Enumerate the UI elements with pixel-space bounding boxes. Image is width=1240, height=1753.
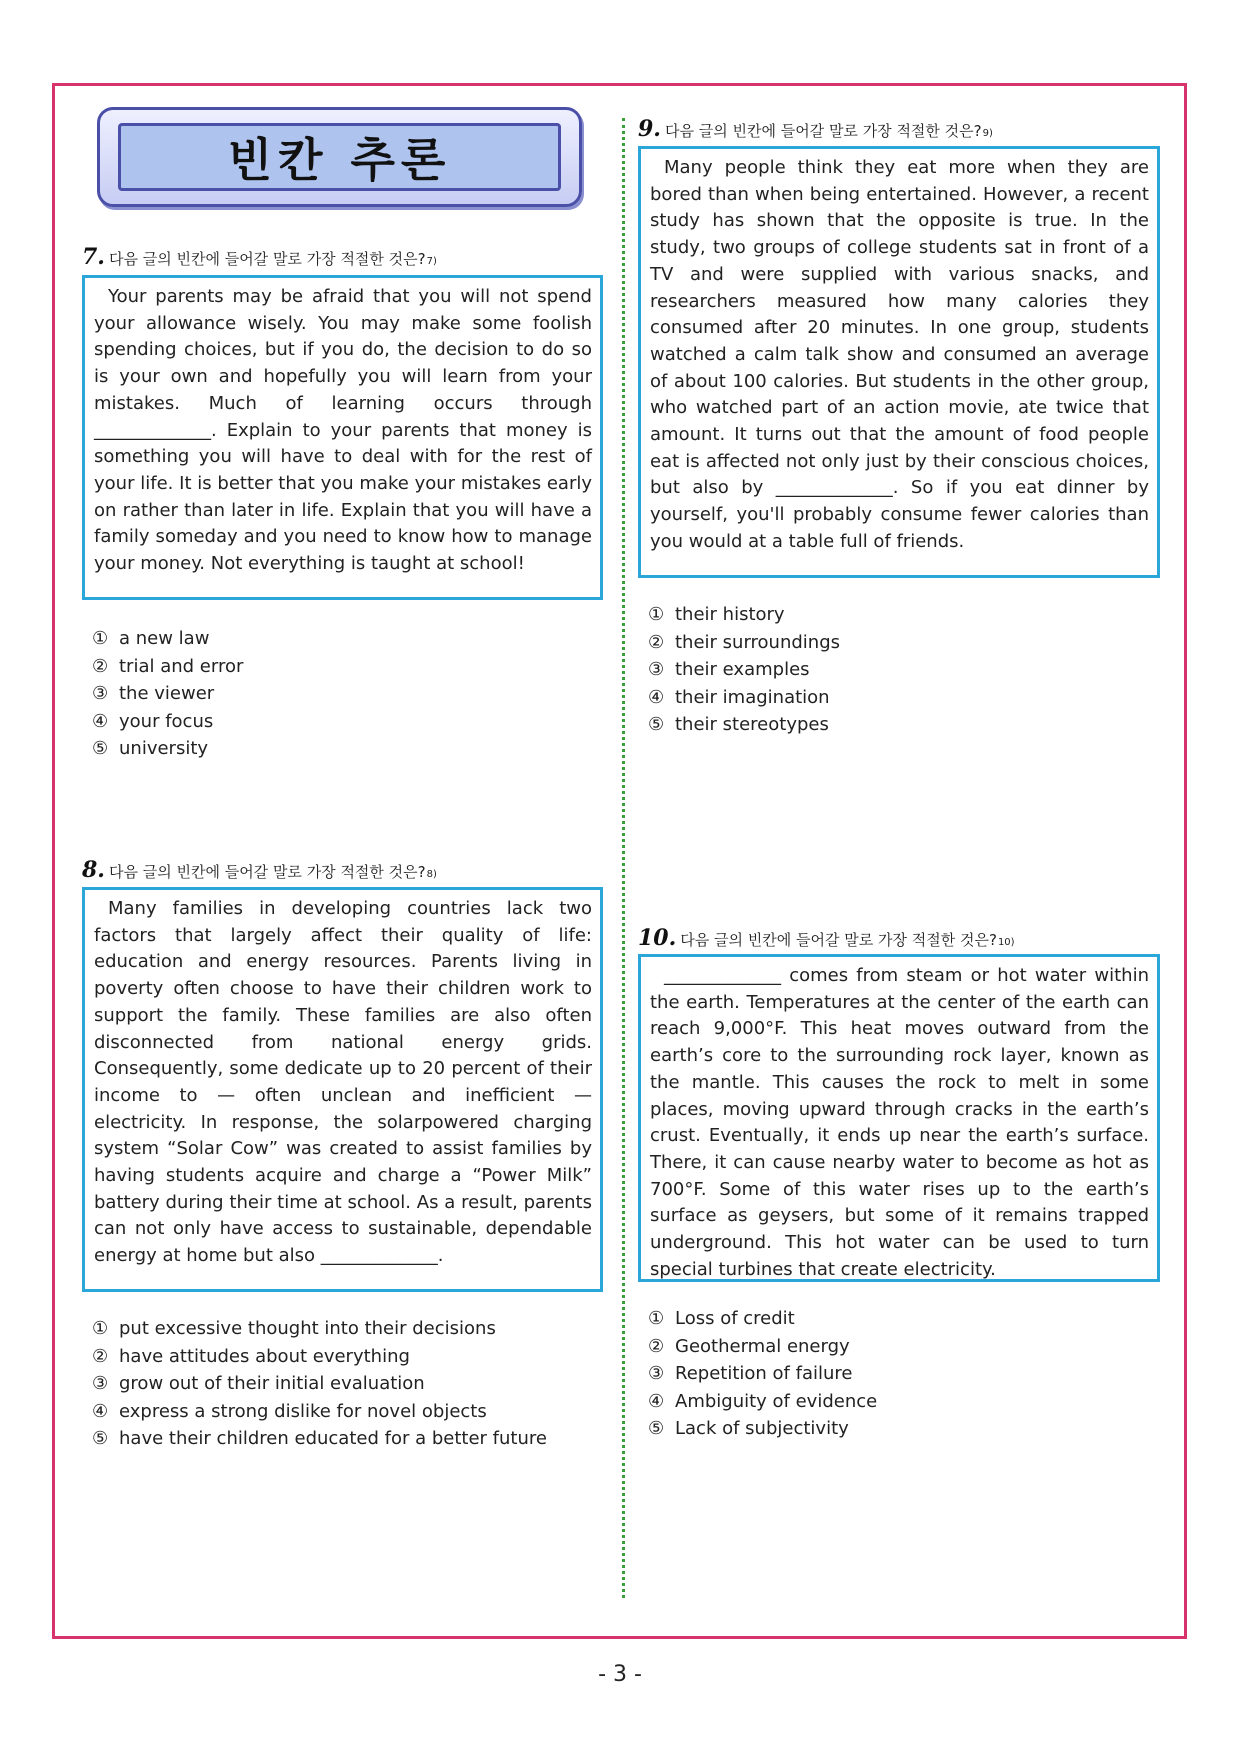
passage-text: Many families in developing countries lack two factors that largely affect their quality of life: education and energy resources. Parents living in poverty often choose to have their children work to support the family. These families are also often disconnected from national energy grids. Consequently, some dedicate up to 20 percent of their income to — often unclean and inefficient — electricity. In response, the solarpowered charging system “Solar Cow” was created to assist families by having students acquire and charge a “Power Milk” battery during their time at school. As a result, parents can not only have access to sustainable, dependable energy at home but also _____________.	[94, 898, 592, 1267]
passage-text: _____________ comes from steam or hot water within the earth. Temperatures at the center of the earth can reach 9,000°F. This heat moves outward from the earth’s core to the surrounding rock layer, known as the mantle. This causes the rock to melt in some places, moving upward through cracks in the earth’s crust. Eventually, it ends up near the earth’s surface. There, it can cause nearby water to become as hot as 700°F. Some of this water rises up to the earth’s surface as geysers, but some of it remains trapped underground. This hot water can be used to turn special turbines that create electricity.	[650, 965, 1149, 1280]
choice-item[interactable]	[92, 1425, 547, 1453]
choice-marker: ③	[92, 683, 109, 704]
choice-marker: ②	[92, 655, 109, 677]
choice-item[interactable]	[648, 1333, 877, 1361]
question-10-choices	[648, 1305, 877, 1443]
choice-text: Ambiguity of evidence	[675, 1390, 878, 1412]
choice-item[interactable]	[648, 1360, 877, 1388]
choice-marker: ①	[648, 1308, 665, 1329]
section-title-box	[97, 107, 582, 207]
question-8-passage	[82, 887, 603, 1292]
choice-marker: ①	[648, 604, 665, 625]
choice-text: their examples	[675, 659, 810, 680]
choice-text: the viewer	[119, 683, 215, 704]
question-7-header	[82, 244, 437, 270]
choice-text: a new law	[119, 628, 210, 649]
question-10-header	[638, 925, 1015, 951]
choice-item[interactable]	[92, 735, 243, 763]
section-title: 빈칸 추론	[227, 133, 452, 187]
question-prompt: 다음 글의 빈칸에 들어갈 말로 가장 적절한 것은?	[108, 250, 426, 268]
choice-marker: ④	[648, 1390, 665, 1412]
question-number: 9.	[638, 116, 661, 142]
choice-marker: ④	[92, 710, 109, 732]
choice-text: trial and error	[119, 655, 244, 677]
choice-item[interactable]	[648, 1415, 877, 1443]
question-9-choices	[648, 601, 840, 739]
question-8-choices	[92, 1315, 547, 1453]
question-9-header	[638, 116, 993, 142]
choice-text: their surroundings	[675, 631, 841, 653]
choice-marker: ⑤	[648, 1418, 665, 1439]
choice-item[interactable]	[648, 1388, 877, 1416]
choice-item[interactable]	[92, 625, 243, 653]
choice-marker: ①	[92, 628, 109, 649]
choice-text: Geothermal energy	[675, 1335, 850, 1357]
question-prompt: 다음 글의 빈칸에 들어갈 말로 가장 적절한 것은?	[664, 122, 982, 140]
footnote-marker: 9)	[982, 128, 993, 139]
question-8-header	[82, 857, 437, 883]
choice-text: express a strong dislike for novel objects	[119, 1400, 487, 1422]
choice-text: university	[119, 738, 209, 759]
footnote-marker: 10)	[997, 937, 1015, 948]
passage-text: Many people think they eat more when they are bored than when being entertained. However, a recent study has shown that the opposite is true. In the study, two groups of college students sat in front of a TV and were supplied with various snacks, and researchers measured how many calories they consumed after 20 minutes. In one group, students watched a calm talk show and consumed an average of about 100 calories. But students in the other group, who watched part of an action movie, ate twice that amount. It turns out that the amount of food people eat is affected not only just by their conscious choices, but also by _____________. So if you eat dinner by yourself, you'll probably consume fewer calories than you would at a table full of friends.	[650, 157, 1149, 552]
choice-item[interactable]	[92, 1315, 547, 1343]
question-10-passage	[638, 954, 1160, 1282]
question-7-choices	[92, 625, 243, 763]
choice-marker: ④	[92, 1400, 109, 1422]
choice-text: put excessive thought into their decisions	[119, 1318, 496, 1339]
page-number: - 3 -	[598, 1662, 642, 1687]
question-7-passage	[82, 275, 603, 600]
choice-item[interactable]	[92, 1370, 547, 1398]
choice-marker: ④	[648, 686, 665, 708]
choice-item[interactable]	[92, 708, 243, 736]
question-prompt: 다음 글의 빈칸에 들어갈 말로 가장 적절한 것은?	[680, 931, 997, 949]
choice-item[interactable]	[648, 656, 840, 684]
choice-item[interactable]	[92, 1343, 547, 1371]
choice-text: grow out of their initial evaluation	[119, 1373, 425, 1394]
choice-text: have their children educated for a better future	[119, 1428, 547, 1449]
section-title-inner	[118, 123, 561, 191]
choice-text: have attitudes about everything	[119, 1345, 410, 1367]
choice-text: your focus	[119, 710, 214, 732]
footnote-marker: 8)	[426, 869, 437, 880]
footnote-marker: 7)	[426, 256, 437, 267]
choice-item[interactable]	[92, 680, 243, 708]
choice-marker: ②	[648, 631, 665, 653]
choice-marker: ⑤	[92, 738, 109, 759]
choice-text: their stereotypes	[675, 714, 829, 735]
choice-text: Lack of subjectivity	[675, 1418, 849, 1439]
choice-marker: ③	[92, 1373, 109, 1394]
choice-marker: ②	[92, 1345, 109, 1367]
choice-marker: ③	[648, 1363, 665, 1384]
choice-text: Loss of credit	[675, 1308, 795, 1329]
choice-item[interactable]	[92, 653, 243, 681]
choice-item[interactable]	[648, 684, 840, 712]
column-divider	[622, 118, 625, 1598]
choice-text: their history	[675, 604, 785, 625]
choice-marker: ⑤	[648, 714, 665, 735]
question-prompt: 다음 글의 빈칸에 들어갈 말로 가장 적절한 것은?	[108, 863, 426, 881]
choice-item[interactable]	[648, 629, 840, 657]
choice-text: Repetition of failure	[675, 1363, 853, 1384]
choice-item[interactable]	[648, 1305, 877, 1333]
choice-marker: ②	[648, 1335, 665, 1357]
choice-item[interactable]	[648, 711, 840, 739]
choice-item[interactable]	[648, 601, 840, 629]
choice-marker: ①	[92, 1318, 109, 1339]
question-number: 7.	[82, 244, 105, 270]
question-9-passage	[638, 146, 1160, 578]
passage-text: Your parents may be afraid that you will not spend your allowance wisely. You may make some foolish spending choices, but if you do, the decision to do so is your own and hopefully you will learn from your mistakes. Much of learning occurs through _____________. Explain to your parents that money is something you will have to deal with for the rest of your life. It is better that you make your mistakes early on rather than later in life. Explain that you will have a family someday and you need to know how to manage your money. Not everything is taught at school!	[94, 286, 592, 575]
question-number: 8.	[82, 857, 105, 883]
choice-marker: ③	[648, 659, 665, 680]
question-number: 10.	[638, 925, 677, 951]
choice-item[interactable]	[92, 1398, 547, 1426]
choice-text: their imagination	[675, 686, 830, 708]
choice-marker: ⑤	[92, 1428, 109, 1449]
